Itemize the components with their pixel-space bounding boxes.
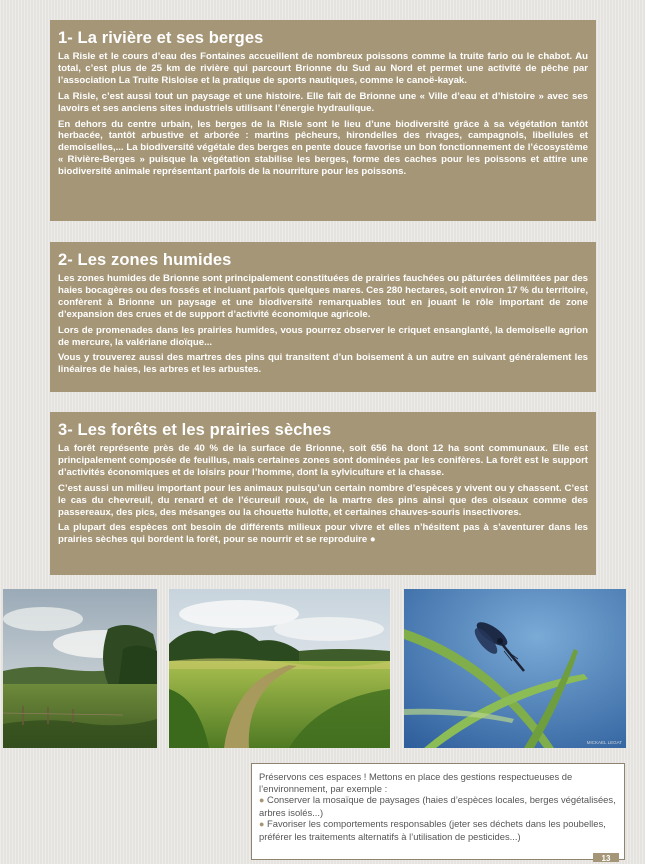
- photo-meadow: [3, 589, 157, 748]
- paragraph: La forêt représente près de 40 % de la surface de Brionne, soit 656 ha dont 12 ha sont communaux. Elle est principalement composée de feuillus, mais certaines zones sont dominées par les conifères. La forêt est le support d’activités économiques et de loisirs pour l’homme, dont la sylviculture et la chasse.: [58, 443, 588, 478]
- photo-credit: MICKAEL LEGAT: [586, 740, 622, 745]
- photo-grass-path: [169, 589, 390, 748]
- paragraph: La Risle et le cours d’eau des Fontaines accueillent de nombreux poissons comme la truite fario ou le chabot. Au total, c’est plus de 25 km de rivière qui parcourt Brionne du Sud au Nord et permet une activité de pêche par l’association La Truite Risloise et la pratique de sports nautiques, comme le canoë-kayak.: [58, 51, 588, 86]
- bullet-icon: ●: [259, 819, 265, 830]
- section-title: 1- La rivière et ses berges: [58, 29, 264, 47]
- bullet-icon: ●: [259, 795, 265, 806]
- paragraph: Vous y trouverez aussi des martres des pins qui transitent d’un boisement à un autre en suivant généralement les linéaires de haies, les arbres et les arbustes.: [58, 352, 588, 376]
- meadow-image: [3, 589, 157, 748]
- page-number: 13: [593, 853, 619, 862]
- callout-item: ● Conserver la mosaïque de paysages (haies d’espèces locales, berges végétalisées, arbres isolés...): [259, 794, 616, 818]
- paragraph: Lors de promenades dans les prairies humides, vous pourrez observer le criquet ensanglanté, la demoiselle agrion de mercure, la valériane dioïque...: [58, 324, 588, 348]
- damselfly-image: [404, 589, 626, 748]
- section-title: 2- Les zones humides: [58, 251, 232, 269]
- callout-item: ● Favoriser les comportements responsables (jeter ses déchets dans les poubelles, préférer les traitements alternatifs à l’utilisation de pesticides...): [259, 818, 606, 842]
- callout-intro: Préservons ces espaces ! Mettons en place des gestions respectueuses de l’environnement, par exemple :: [259, 771, 573, 794]
- paragraph: Les zones humides de Brionne sont principalement constituées de prairies fauchées ou pâturées délimitées par des haies bocagères ou des fossés et incluant parfois quelques mares. Ces 280 hectares, soit environ 17 % du territoire, confèrent à Brionne un paysage et une biodiversité remarquables tout en jouant le rôle important de zone d’expansion des crues et de support d’activité économique agricole.: [58, 273, 588, 320]
- section-title: 3- Les forêts et les prairies sèches: [58, 421, 332, 439]
- paragraph: En dehors du centre urbain, les berges de la Risle sont le lieu d’une biodiversité grâce à sa végétation tantôt herbacée, tantôt arbustive et arborée : martins pêcheurs, hirondelles des rivages, campagnols, libellules et demoiselles,... La biodiversité végétale des berges en pente douce favorise un bon fonctionnement de l’écosystème « Rivière-Berges » puisque la végétation stabilise les berges, forme des caches pour les poissons et attire une biodiversité animale représentant parfois de la nourriture pour les poissons.: [58, 118, 588, 178]
- photo-damselfly: [404, 589, 626, 748]
- paragraph: C’est aussi un milieu important pour les animaux puisqu’un certain nombre d’espèces y vivent ou y chassent. C’est le cas du chevreuil, du renard et de l’écureuil roux, de la martre des pins ainsi que des oiseaux comme des passereaux, des pics, des mésanges ou la chouette hulotte, et certaines chauves-souris insectivores.: [58, 482, 588, 518]
- preservation-callout: [251, 763, 625, 860]
- section-wetlands: [50, 242, 596, 392]
- paragraph: La plupart des espèces ont besoin de différents milieux pour vivre et elles n’hésitent pas à s’aventurer dans les prairies sèches qui bordent la forêt, pour se nourrir et se reproduire ●: [58, 522, 588, 546]
- section-river: [50, 20, 596, 221]
- paragraph: La Risle, c’est aussi tout un paysage et une histoire. Elle fait de Brionne une « Ville d’eau et d’histoire » avec ses lavoirs et ses anciens sites industriels utilisant l’énergie hydraulique.: [58, 90, 588, 114]
- grass-path-image: [169, 589, 390, 748]
- section-forests: [50, 412, 596, 575]
